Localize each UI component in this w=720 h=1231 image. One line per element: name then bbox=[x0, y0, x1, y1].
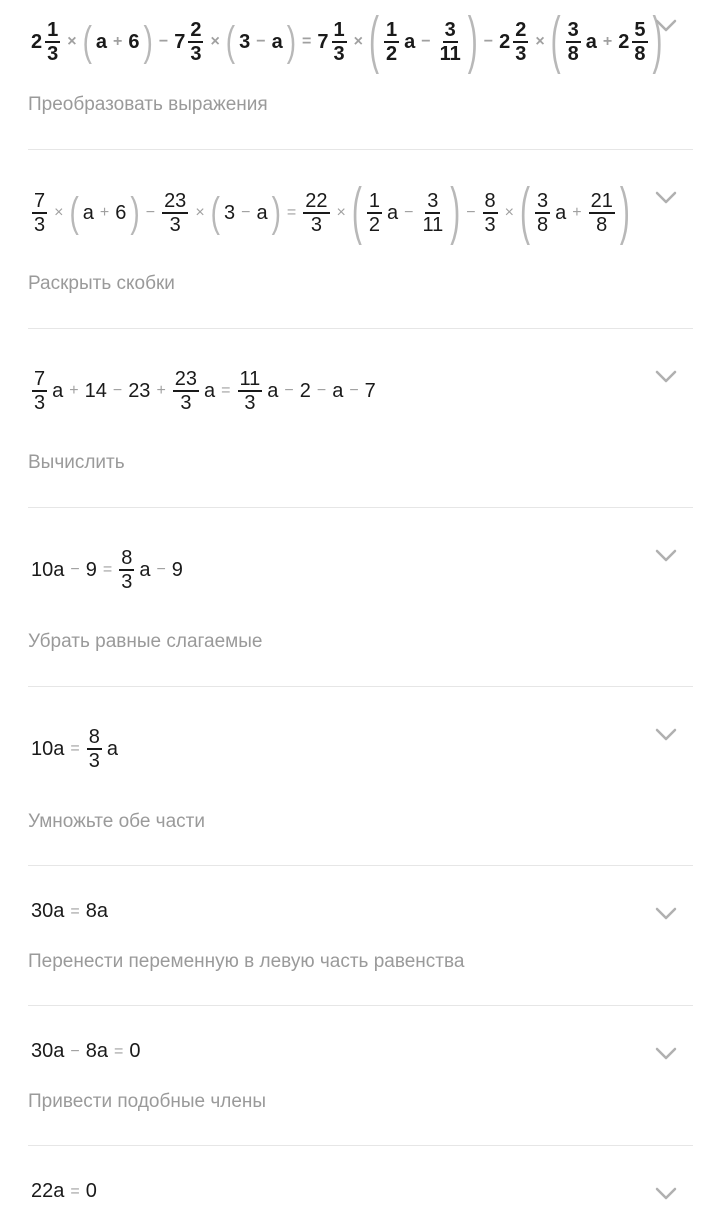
step-expression: 30a − 8a = 0 bbox=[31, 1040, 141, 1062]
step-description: Вычислить bbox=[28, 452, 125, 473]
chevron-down-icon[interactable] bbox=[654, 544, 678, 568]
step-expression: 10a = $\frac{8}{3}$ a bbox=[31, 726, 118, 772]
chevron-down-icon[interactable] bbox=[654, 365, 678, 389]
divider bbox=[28, 328, 693, 329]
divider bbox=[28, 1145, 693, 1146]
step-expression: 2 $\frac{1}{3}$ × ( a + 6 ) − 7 $\frac{2}{3}$ × ( 3 − a ) = 7 $\frac{1}{3}$ × ( $\frac{1}{2}$ a − $\frac{3}{11}$ ) − 2 $\frac{2}{3}$ × ( $\frac{3}{8}$ a + 2 $\frac{5}{8}$ ) bbox=[31, 6, 663, 76]
mixed-number: 2 $\frac{2}{3}$ bbox=[499, 19, 527, 65]
step-expression: 22a = 0 bbox=[31, 1180, 97, 1202]
step-expression: 30a = 8a bbox=[31, 900, 108, 922]
divider bbox=[28, 507, 693, 508]
chevron-down-icon[interactable] bbox=[654, 1042, 678, 1066]
step-description: Преобразовать выражения bbox=[28, 94, 268, 115]
step-description: Привести подобные члены bbox=[28, 1091, 267, 1112]
step-description: Перенести переменную в левую часть равенства bbox=[28, 951, 465, 972]
chevron-down-icon[interactable] bbox=[654, 723, 678, 747]
step-expression: $\frac{7}{3}$ a + 14 − 23 + $\frac{23}{3}$ a = $\frac{11}{3}$ a − 2 − a − 7 bbox=[34, 368, 376, 414]
mixed-number: 7 $\frac{1}{3}$ bbox=[317, 19, 345, 65]
divider bbox=[28, 865, 693, 866]
chevron-down-icon[interactable] bbox=[654, 14, 678, 38]
chevron-down-icon[interactable] bbox=[654, 902, 678, 926]
mixed-number: 2 $\frac{1}{3}$ bbox=[31, 19, 59, 65]
divider bbox=[28, 149, 693, 150]
chevron-down-icon[interactable] bbox=[654, 1182, 678, 1206]
step-expression: 10a − 9 = $\frac{8}{3}$ a − 9 bbox=[31, 547, 183, 593]
divider bbox=[28, 1005, 693, 1006]
mixed-number: 7 $\frac{2}{3}$ bbox=[174, 19, 202, 65]
chevron-down-icon[interactable] bbox=[654, 186, 678, 210]
step-description: Умножьте обе части bbox=[28, 811, 205, 832]
step-expression: $\frac{7}{3}$ × ( a + 6 ) − $\frac{23}{3}$ × ( 3 − a ) = $\frac{22}{3}$ × ( $\frac{1}{2}$ a − $\frac{3}{11}$ ) − $\frac{8}{3}$ × ( $\frac{3}{8}$ a + $\frac{21}{8}$ ) bbox=[34, 177, 630, 247]
step-description: Убрать равные слагаемые bbox=[28, 631, 263, 652]
step-description: Раскрыть скобки bbox=[28, 273, 175, 294]
divider bbox=[28, 686, 693, 687]
mixed-number: 2 $\frac{5}{8}$ bbox=[618, 19, 646, 65]
